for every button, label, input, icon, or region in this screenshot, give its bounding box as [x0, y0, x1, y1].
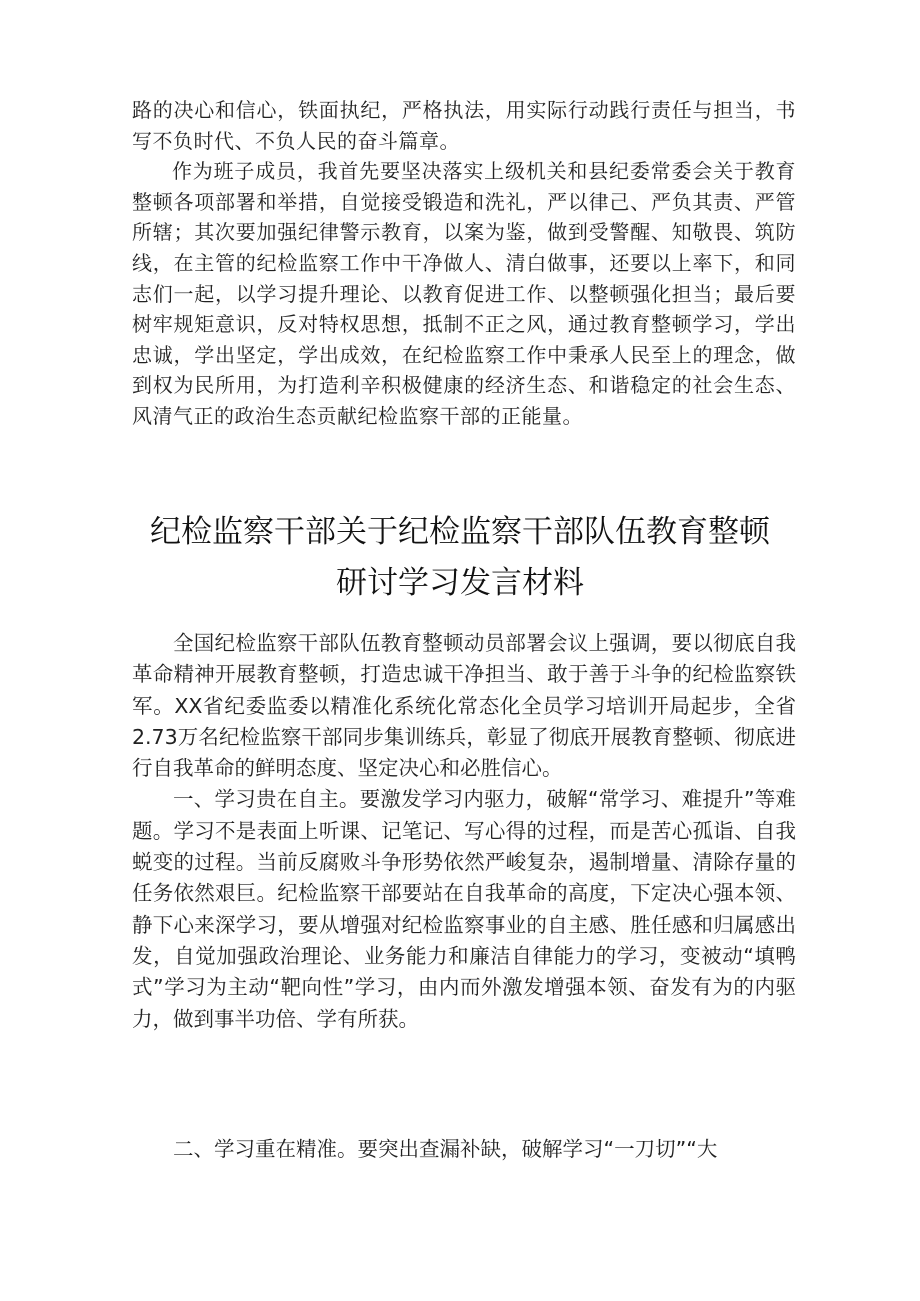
point-1-paragraph: 一、学习贵在自主。要激发学习内驱力，破解“常学习、难提升”等难题。学习不是表面上听课、记笔记、写心得的过程，而是苦心孤诣、自我蜕变的过程。当前反腐败斗争形势依然严峻复杂，遏制增量、清除存量的任务依然艰巨。纪检监察干部要站在自我革命的高度，下定决心强本领、静下心来深学习，要从增强对纪检监察事业的自主感、胜任感和归属感出发，自觉加强政治理论、业务能力和廉洁自律能力的学习，变被动“填鸭式”学习为主动“靶向性”学习，由内而外激发增强本领、奋发有为的内驱力，做到事半功倍、学有所获。 [132, 787, 796, 1031]
continuation-paragraph: 路的决心和信心，铁面执纪，严格执法，用实际行动践行责任与担当，书写不负时代、不负人民的奋斗篇章。 [132, 98, 796, 153]
intro-paragraph: 全国纪检监察干部队伍教育整顿动员部署会议上强调，要以彻底自我革命精神开展教育整顿，打造忠诚干净担当、敢于善于斗争的纪检监察铁军。XX省纪委监委以精准化系统化常态化全员学习培训开局起步，全省2.73万名纪检监察干部同步集训练兵，彰显了彻底开展教育整顿、彻底进行自我革命的鲜明态度、坚定决心和必胜信心。 [132, 631, 796, 781]
article-body-continued [132, 1134, 796, 1165]
previous-paragraph: 作为班子成员，我首先要坚决落实上级机关和县纪委常委会关于教育整顿各项部署和举措，自觉接受锻造和洗礼，严以律己、严负其责、严管所辖；其次要加强纪律警示教育，以案为鉴，做到受警醒、知敬畏、筑防线，在主管的纪检监察工作中干净做人、清白做事，还要以上率下，和同志们一起，以学习提升理论、以教育促进工作、以整顿强化担当；最后要树牢规矩意识，反对特权思想，抵制不正之风，通过教育整顿学习，学出忠诚，学出坚定，学出成效，在纪检监察工作中秉承人民至上的理念，做到权为民所用，为打造利辛积极健康的经济生态、和谐稳定的社会生态、风清气正的政治生态贡献纪检监察干部的正能量。 [132, 159, 796, 428]
title-line-1: 纪检监察干部关于纪检监察干部队伍教育整顿 [150, 514, 770, 550]
article-title [100, 507, 820, 609]
previous-section [132, 95, 796, 432]
article-body [132, 628, 796, 1035]
title-line-2: 研讨学习发言材料 [336, 565, 584, 601]
point-2-paragraph: 二、学习重在精准。要突出查漏补缺，破解学习“一刀切”“大 [173, 1137, 718, 1161]
